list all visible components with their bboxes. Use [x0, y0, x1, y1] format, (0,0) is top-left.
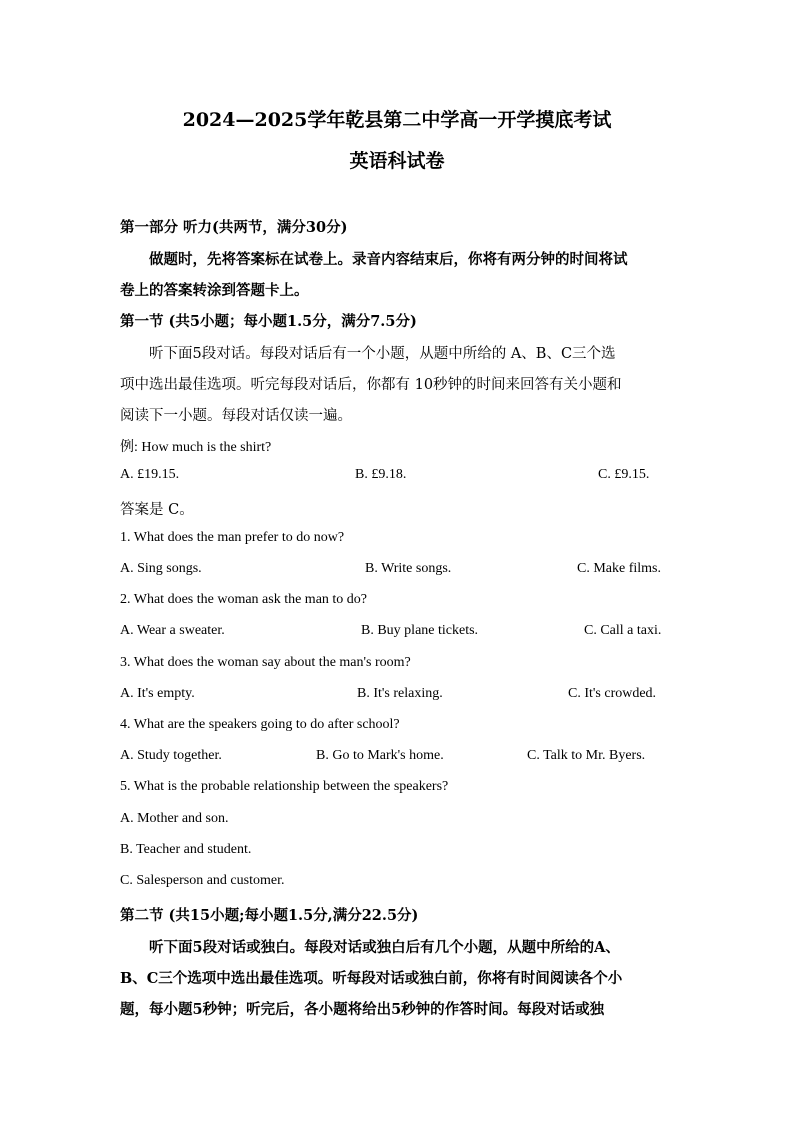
- question-3: 3. What does the woman say about the man's room?: [120, 655, 411, 670]
- question-3-option-a: A. It's empty.: [120, 686, 195, 701]
- exam-subtitle: 英语科试卷: [349, 150, 445, 172]
- question-5: 5. What is the probable relationship between the speakers?: [120, 779, 449, 794]
- example-answer: 答案是 C。: [120, 502, 194, 518]
- question-4-option-a: A. Study together.: [120, 748, 222, 763]
- part1-instruction-line1: 做题时，先将答案标在试卷上。录音内容结束后，你将有两分钟的时间将试: [149, 251, 628, 268]
- question-4-option-b: B. Go to Mark's home.: [316, 748, 444, 763]
- question-2-option-c: C. Call a taxi.: [584, 623, 662, 638]
- question-3-option-b: B. It's relaxing.: [357, 686, 443, 701]
- section2-instruction-line3: 题，每小题5秒钟；听完后，各小题将给出5秒钟的作答时间。每段对话或独: [120, 1001, 605, 1018]
- question-1-option-b: B. Write songs.: [365, 561, 452, 576]
- question-1: 1. What does the man prefer to do now?: [120, 530, 345, 545]
- section1-instruction-line3: 阅读下一小题。每段对话仅读一遍。: [120, 408, 352, 424]
- question-2: 2. What does the woman ask the man to do?: [120, 592, 368, 607]
- question-1-option-c: C. Make films.: [577, 561, 661, 576]
- section2-heading: 第二节 (共15小题;每小题1.5分,满分22.5分): [120, 907, 419, 924]
- part1-instruction-line2: 卷上的答案转涂到答题卡上。: [120, 282, 309, 299]
- part1-heading: 第一部分 听力(共两节，满分30分): [120, 219, 348, 236]
- example-option-c: C. £9.15.: [598, 467, 650, 482]
- question-5-option-a: A. Mother and son.: [120, 811, 229, 826]
- section1-instruction-line2: 项中选出最佳选项。听完每段对话后，你都有 10秒钟的时间来回答有关小题和: [120, 377, 622, 393]
- question-4-option-c: C. Talk to Mr. Byers.: [527, 748, 646, 763]
- exam-title: 2024—2025学年乾县第二中学高一开学摸底考试: [182, 109, 612, 131]
- question-3-option-c: C. It's crowded.: [568, 686, 657, 701]
- question-2-option-b: B. Buy plane tickets.: [361, 623, 479, 638]
- question-1-option-a: A. Sing songs.: [120, 561, 202, 576]
- example-option-b: B. £9.18.: [355, 467, 407, 482]
- question-5-option-b: B. Teacher and student.: [120, 842, 252, 857]
- section2-instruction-line2: B、C三个选项中选出最佳选项。听每段对话或独白前，你将有时间阅读各个小: [120, 970, 623, 987]
- example-question: 例: How much is the shirt?: [120, 440, 272, 455]
- question-2-option-a: A. Wear a sweater.: [120, 623, 225, 638]
- example-option-a: A. £19.15.: [120, 467, 180, 482]
- section1-heading: 第一节 (共5小题；每小题1.5分，满分7.5分): [120, 313, 417, 330]
- question-5-option-c: C. Salesperson and customer.: [120, 873, 285, 888]
- question-4: 4. What are the speakers going to do after school?: [120, 717, 400, 732]
- section1-instruction-line1: 听下面5段对话。每段对话后有一个小题，从题中所给的 A、B、C三个选: [149, 346, 616, 362]
- section2-instruction-line1: 听下面5段对话或独白。每段对话或独白后有几个小题，从题中所给的A、: [149, 939, 620, 956]
